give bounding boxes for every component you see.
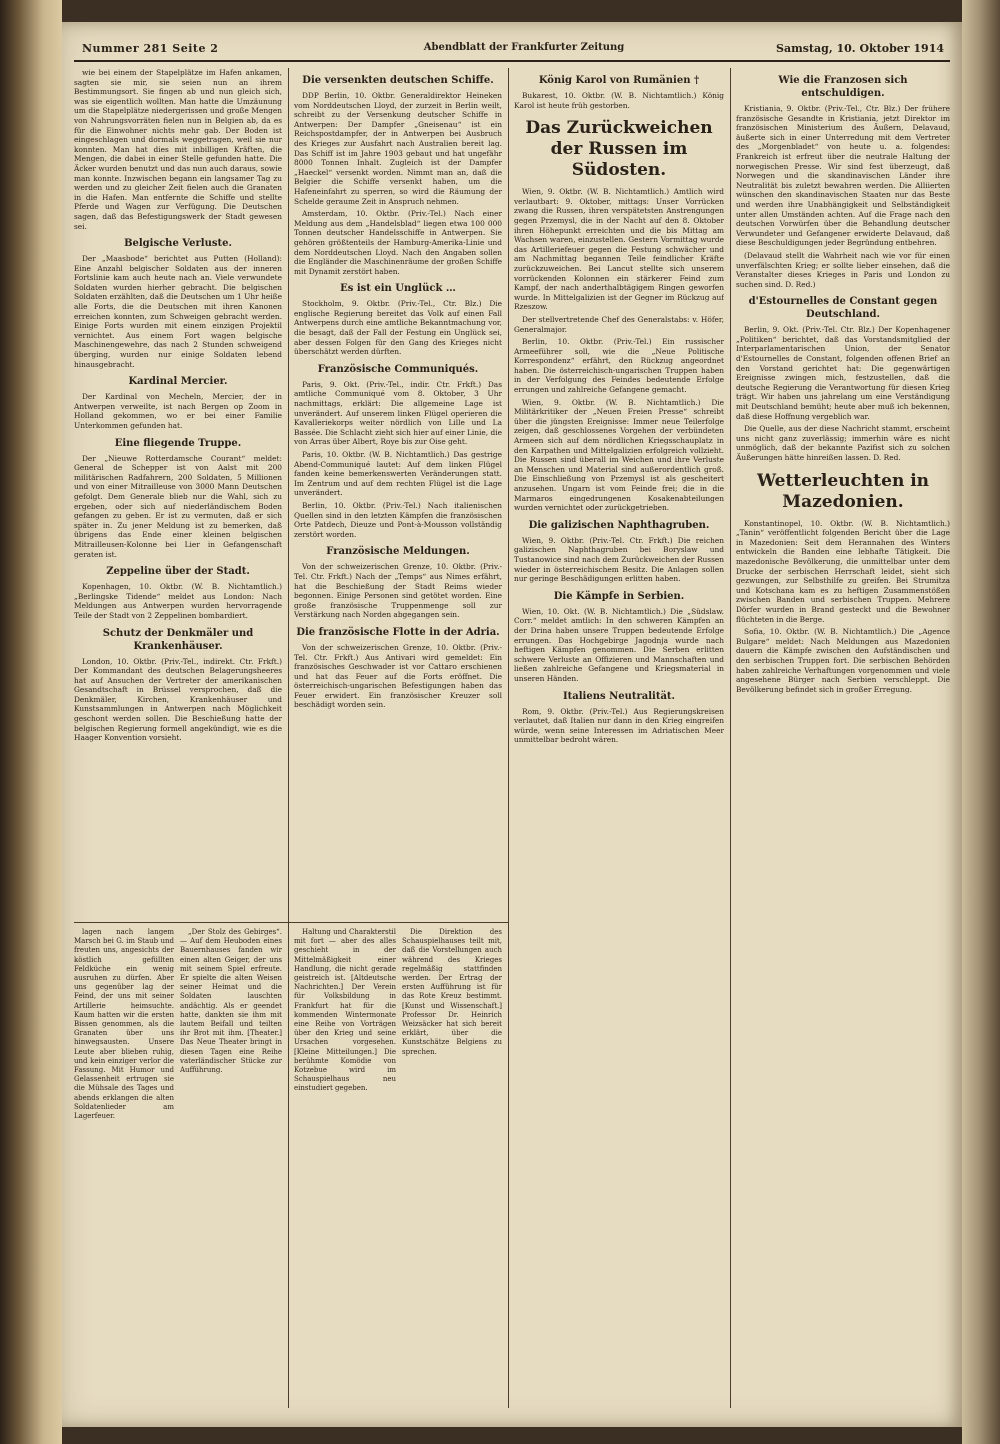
- feuilleton-text: lagen nach langem Marsch bei G. im Staub und freuten uns, angesichts der köstlich gefüllten Feldküche ein wenig ausruhen zu dürfen. Aber uns gegenüber lag der Feind, der uns mit seiner Artillerie heimsuchte. Kaum hatten wir die ersten Bissen genommen, als die Granaten über uns hinwegsausten. Unsere Leute aber blieben ruhig, und kein einziger verlor die Fassung. Mit Humor und Gelassenheit ertrugen sie die Mühsale des Tages und abends erklangen die alten Soldatenlieder am Lagerfeuer.: [74, 928, 174, 1121]
- feuilleton-column: [74, 928, 174, 1418]
- article-text: Berlin, 9. Okt. (Priv.-Tel. Ctr. Blz.) Der Kopenhagener „Politiken“ berichtet, daß das Vorstandsmitglied der Interparlamentarischen Union, der Senator d'Estournelles de Constant, folgenden offenen Brief an den Vorstand gerichtet hat: Die gegenwärtigen Ereignisse zwingen mich, festzustellen, daß die deutsche Regierung die Verantwortung für diesen Krieg trägt. Wir haben uns jahrelang um eine Verständigung mit Deutschland bemüht; heute aber muß ich bekennen, daß diese Hoffnung vergeblich war.: [736, 325, 950, 421]
- column-rule: [288, 68, 289, 1408]
- article-heading: Die versenkten deutschen Schiffe.: [302, 75, 494, 86]
- article-text: DDP Berlin, 10. Oktbr. Generaldirektor Heineken vom Norddeutschen Lloyd, der zurzeit in Berlin weilt, schreibt zu der Versenkung deutscher Schiffe in Antwerpen: Der Dampfer „Gneisenau“ ist ein Reichspostdampfer, der in Antwerpen bei Ausbruch des Krieges zur Ausfahrt nach Australien bereit lag. Das Schiff ist im Jahre 1903 gebaut und hat ungefähr 8000 Tonnen Inhalt. Zugleich ist der Dampfer „Haeckel“ versenkt worden. Nimmt man an, daß die Belgier die Schiffe versenkt haben, um die Hafeneinfahrt zu sperren, so wird die Räumung der Schelde geraume Zeit in Anspruch nehmen.: [294, 91, 502, 206]
- article-text: Paris, 9. Okt. (Priv.-Tel., indir. Ctr. Frkft.) Das amtliche Communiqué vom 8. Oktober, 3 Uhr nachmittags, erklärt: Die allgemeine Lage ist unverändert. Auf unserem linken Flügel operieren die Kavalleriekorps weiter nördlich von Lille und La Bassée. Die Schlacht zieht sich hier auf einer Linie, die von Arras über Albert, Roye bis zur Oise geht.: [294, 379, 502, 447]
- main-headline: Das Zurückweichen der Russen im Südosten.: [525, 118, 713, 181]
- article-heading: Französische Meldungen.: [326, 546, 470, 558]
- article-text: Sofia, 10. Oktbr. (W. B. Nichtamtlich.) Die „Agence Bulgare“ meldet: Nach Meldungen aus Mazedonien dauern die Kämpfe zwischen den Aufständischen und den serbischen Truppen fort. Die serbischen Behörden haben zahlreiche Verhaftungen vorgenommen und viele angesehene Bürger nach Serbien verschleppt. Die Bevölkerung befindet sich in großer Erregung.: [736, 627, 950, 694]
- column-3: [514, 68, 724, 1408]
- article-text: Der „Maasbode“ berichtet aus Putten (Holland): Eine Anzahl belgischer Soldaten aus der inneren Fortslinie kam auch heute nach an. Viele verwundete Soldaten wurden hierher gebracht. Die belgischen Soldaten erzählten, daß die Deutschen um 1 Uhr heiße alle Forts, die die Deutschen mit ihren Kanonen erreichen konnten, zum Schweigen gebracht werden. Einige Forts wurden mit einem einzigen Projektil vernichtet. Aus einem Fort wagen belgische Maschinengewehre, das nach 2 Stunden schweigend überging, wurden nur einige Soldaten lebend hinausgebracht.: [74, 254, 282, 369]
- article-heading: Die galizischen Naphthagruben.: [528, 519, 710, 531]
- article-text: London, 10. Oktbr. (Priv.-Tel., indirekt. Ctr. Frkft.) Der Kommandant des deutschen Belagerungsheeres hat auf Ansuchen der Vertreter der amerikanischen Gesandtschaft in Brüssel versprochen, daß die Denkmäler, Kirchen, Krankenhäuser und Kunstsammlungen in Antwerpen nach Möglichkeit geschont werden sollen. Die Beschießung hatte der belgischen Regierung formell angekündigt, wie es die Haager Konvention vorsieht.: [74, 656, 282, 743]
- article-text: Wien, 9. Oktbr. (W. B. Nichtamtlich.) Amtlich wird verlautbart: 9. Oktober, mittags: Unser Vorrücken zwang die Russen, ihren verspätetsten Anstrengungen gegen Przemysl, die in der Nacht auf den 8. Oktober ihren Höhepunkt erreichten und die bis Mittag am Wachsen waren, einzustellen. Gestern Vormittag wurde das Artilleriefeuer gegen die Festung schwächer und am Nachmittag begannen Teile feindlicher Kräfte zurückzuweichen. Bei Lancut stellte sich unserem vorrückenden Kolonnen ein stärkerer Feind zum Kampf, der nach anderthalbtägigem Ringen geworfen wurde. In Mittelgalizien ist der Gegner im Rückzug auf Rzeszow.: [514, 187, 724, 312]
- page-edge: [962, 0, 1000, 1444]
- article-heading: Eine fliegende Truppe.: [114, 437, 242, 449]
- column-1: [74, 68, 282, 918]
- article-heading: Schutz der Denkmäler und Krankenhäuser.: [102, 627, 254, 652]
- article-text: Amsterdam, 10. Oktbr. (Priv.-Tel.) Nach einer Meldung aus dem „Handelsblad“ liegen etwa 100 000 Tonnen deutscher Handelsschiffe in Antwerpen. Sie gehören größtenteils der Hamburg-Amerika-Linie und dem Norddeutschen Lloyd. Nach den Angaben sollen die Engländer die Maschinenräume der großen Schiffe mit Dynamit zerstört haben.: [294, 209, 502, 276]
- article-text: Wien, 9. Oktbr. (W. B. Nichtamtlich.) Die Militärkritiker der „Neuen Freien Presse“ schreibt über die jüngsten Ereignisse: Immer neue Teilerfolge zeigen, daß geschlossenes Vorgehen der verbündeten Armeen sich auf dem nördlichen Kriegsschauplatz in den Karpathen und Mittelgalizien erfolgreich vollzieht. Die Russen sind überall im Weichen und ihre Verluste an Menschen und Material sind außerordentlich groß. Die Einschließung von Przemysl ist als gescheitert anzusehen. Ungarn ist vom Feinde frei; die in die Marmaros eingedrungenen Kosakenabteilungen wurden vernichtet oder zurückgetrieben.: [514, 397, 724, 513]
- newspaper-title: Abendblatt der Frankfurter Zeitung: [423, 42, 625, 53]
- article-text: Wien, 10. Okt. (W. B. Nichtamtlich.) Die „Südslaw. Corr.“ meldet amtlich: In den schweren Kämpfen an der Drina haben unsere Truppen bedeutende Erfolge errungen. Das Hochgebirge Jagodnja wurde nach heftigen Kämpfen genommen. Die Serben erlitten schwere Verluste an Offizieren und Mannschaften und ließen zahlreiche Gefangene und Kriegsmaterial in unseren Händen.: [514, 606, 724, 683]
- article-text: Die Quelle, aus der diese Nachricht stammt, erscheint uns nicht ganz zuverlässig; immerhin wäre es nicht unmöglich, daß der bekannte Pazifist sich zu solchen Äußerungen hätte hinreißen lassen. D. Red.: [736, 424, 950, 462]
- article-text: Paris, 10. Oktbr. (W. B. Nichtamtlich.) Das gestrige Abend-Communiqué lautet: Auf dem linken Flügel fanden keine bemerkenswerten Veränderungen statt. Im Zentrum und auf dem rechten Flügel ist die Lage unverändert.: [294, 450, 502, 498]
- article-heading: Belgische Verluste.: [124, 238, 232, 250]
- article-text: Kopenhagen, 10. Oktbr. (W. B. Nichtamtlich.) „Berlingske Tidende“ meldet aus London: Nach Meldungen aus Antwerpen wurden hervorragende Teile der Stadt von 2 Zeppelinen bombardiert.: [74, 582, 282, 620]
- article-heading: Kardinal Mercier.: [128, 376, 228, 388]
- feuilleton-text: „Der Stolz des Gebirges“. — Auf dem Heuboden eines Bauernhauses fanden wir einen alten Geiger, der uns mit seinem Spiel erfreute. Er spielte die alten Weisen seiner Heimat und die Soldaten lauschten andächtig. Als er geendet hatte, dankten sie ihm mit lautem Beifall und teilten ihr Brot mit ihm. [Theater.] Das Neue Theater bringt in diesen Tagen eine Reihe vaterländischer Stücke zur Aufführung.: [180, 928, 282, 1075]
- article-text: Konstantinopel, 10. Oktbr. (W. B. Nichtamtlich.) „Tanin“ veröffentlicht folgenden Bericht über die Lage in Mazedonien: Seit dem Herannahen des Winters entwickeln die Banden eine lebhafte Tätigkeit. Die mazedonische Bevölkerung, die unmittelbar unter dem Drucke der serbischen Herrschaft leidet, sieht sich gezwungen, zur Selbsthilfe zu greifen. Bei Strumitza und Kotschana kam es zu heftigen Zusammenstößen zwischen Banden und serbischen Truppen. Mehrere Dörfer wurden in Brand gesteckt und die Bewohner flüchteten in die Berge.: [736, 518, 950, 624]
- article-text: Wien, 9. Oktbr. (Priv.-Tel. Ctr. Frkft.) Die reichen galizischen Naphthagruben bei Boryslaw und Tustanowice sind nach dem Zurückweichen der Russen wieder in österreichischem Besitz. Die Anlagen sollen nur geringe Beschädigungen erlitten haben.: [514, 535, 724, 584]
- article-text: (Delavaud stellt die Wahrheit nach wie vor für einen unverfälschten Krieg; er sollte lieber einsehen, daß die Veranstalter dieses Krieges in Paris und London zu suchen sind. D. Red.): [736, 250, 950, 289]
- feuilleton-text: Haltung und Charakterstil mit fort — aber des alles geschieht in der Mittelmäßigkeit einer Handlung, die nicht gerade geistreich ist. [Altdeutsche Nachrichten.] Der Verein für Volksbildung in Frankfurt hat für die kommenden Wintermonate eine Reihe von Vorträgen über den Krieg und seine Ursachen vorgesehen. [Kleine Mitteilungen.] Die berühmte Komödie von Kotzebue wird im Schauspielhaus neu einstudiert gegeben.: [294, 928, 396, 1093]
- article-signature: Der stellvertretende Chef des Generalstabs: v. Höfer, Generalmajor.: [514, 314, 724, 334]
- article-text: Der Kardinal von Mecheln, Mercier, der in Antwerpen verweilte, ist nach Bergen op Zoom in Holland gekommen, wo er bei einer Familie Unterkommen gefunden hat.: [74, 392, 282, 430]
- column-rule: [730, 68, 731, 1408]
- article-text: Berlin, 10. Oktbr. (Priv.-Tel.) Nach italienischen Quellen sind in den letzten Kämpfen die französischen Orte Patdech, Dieuze und Pont-à-Mousson vollständig zerstört worden.: [294, 500, 502, 539]
- page-number: Nummer 281 Seite 2: [82, 42, 219, 55]
- article-text: wie bei einem der Stapelplätze im Hafen ankamen, sagten sie mir, sie seien nun an ihrem Bestimmungsort. Sie fingen ab und nun gleich sich, was sie eigentlich wollten. Man hatte die Umzäunung um die Stapelplätze niedergerissen und große Mengen von Nahrungsvorräten fielen nun in Belgien ab, da es für die Einwohner nichts mehr gab. Der Boden ist eingeschlagen und dormals weggetragen, weil sie nur konnten. Man hat dies mit inbilligen Kräften, die Mengen, die dabei in einer Stelle gefunden hatte. Die Äcker wurden benutzt und das nun auch daraus, sowie man konnte. Inzwischen begann ein langsamer Tag zu werden und zu gleicher Zeit fielen auch die Granaten in die Hafen. Man entfernte die Schiffe und stellte Pferde und Wagen zur Verfügung. Die Deutschen sagen, daß das Befestigungswerk der Stadt gewesen sei.: [74, 68, 282, 231]
- book-binding: [0, 0, 62, 1444]
- article-heading: Zeppeline über der Stadt.: [106, 566, 250, 578]
- article-text: Bukarest, 10. Oktbr. (W. B. Nichtamtlich.) König Karol ist heute früh gestorben.: [514, 91, 724, 110]
- feuilleton-column: [180, 928, 282, 1418]
- article-headline: Wetterleuchten in Mazedonien.: [756, 470, 930, 512]
- article-heading: d'Estournelles de Constant gegen Deutschland.: [748, 296, 938, 321]
- article-text: Von der schweizerischen Grenze, 10. Oktbr. (Priv.-Tel. Ctr. Frkft.) Aus Antivari wird gemeldet: Ein französisches Geschwader ist vor Cattaro erschienen und hat das Feuer auf die Forts eröffnet. Die österreichisch-ungarischen Befestigungen haben das Feuer erwidert. Ein französischer Kreuzer soll beschädigt worden sein.: [294, 642, 502, 710]
- feuilleton-column: [402, 928, 502, 1418]
- feuilleton-column: [294, 928, 396, 1418]
- article-heading: Es ist ein Unglück …: [340, 283, 456, 295]
- article-heading: Die französische Flotte in der Adria.: [296, 626, 500, 638]
- article-heading: König Karol von Rumänien †: [538, 75, 700, 86]
- article-heading: Die Kämpfe in Serbien.: [553, 590, 685, 602]
- issue-date: Samstag, 10. Oktober 1914: [776, 42, 944, 55]
- article-text: Berlin, 10. Oktbr. (Priv.-Tel.) Ein russischer Armeeführer soll, wie die „Neue Politische Korrespondenz“ erfährt, den Rückzug angeordnet haben. Die österreichisch-ungarischen Truppen haben in der Verfolgung des Feindes bedeutende Erfolge errungen und zahlreiche Gefangene gemacht.: [514, 337, 724, 395]
- column-rule: [508, 68, 509, 1408]
- article-heading: Französische Communiqués.: [317, 363, 479, 375]
- feuilleton-text: Die Direktion des Schauspielhauses teilt mit, daß die Vorstellungen auch während des Krieges regelmäßig stattfinden werden. Der Ertrag der ersten Aufführung ist für das Rote Kreuz bestimmt. [Kunst und Wissenschaft.] Professor Dr. Heinrich Weizsäcker hat sich bereit erklärt, über die Kunstschätze Belgiens zu sprechen.: [402, 928, 502, 1056]
- article-text: Rom, 9. Oktbr. (Priv.-Tel.) Aus Regierungskreisen verlautet, daß Italien nur dann in den Krieg eingreifen würde, wenn seine Interessen im Adriatischen Meer unmittelbar bedroht wären.: [514, 706, 724, 745]
- article-text: Von der schweizerischen Grenze, 10. Oktbr. (Priv.-Tel. Ctr. Frkft.) Nach der „Temps“ aus Nimes erfährt, hat die Beschießung der Stadt Reims wieder begonnen. Einige Personen sind getötet worden. Eine große französische Truppenmenge soll zur Verstärkung nach Norden abgegangen sein.: [294, 562, 502, 620]
- article-text: Der „Nieuwe Rotterdamsche Courant“ meldet: General de Schepper ist von Aalst mit 200 militärischen Radfahrern, 200 Soldaten, 5 Millionen und von einer Mitrailleuse von 3000 Mann Deutschen gefolgt. Dem Generale blieb nur die Wahl, sich zu ergeben, oder sich auf niederländischem Boden gefangen zu geben. Er ist zu vermuten, daß er sich später in. Zu jener Meldung ist zu bemerken, daß übrigens das Ende einer kleinen belgischen Mitrailleusen-Kolonne bei Lier in Gefangenschaft geraten ist.: [74, 453, 282, 559]
- article-text: Kristiania, 9. Oktbr. (Priv.-Tel., Ctr. Blz.) Der frühere französische Gesandte in Kristiania, jetzt Direktor im französischen Ministerium des Äußern, Delavaud, äußerte sich in einer Unterredung mit dem Vertreter des „Morgenbladet“ von heute u. a. folgendes: Frankreich ist erfreut über die neutrale Haltung der norwegischen Presse. Wir sind fest überzeugt, daß Norwegen und die skandinavischen Länder ihre Neutralität bis zuletzt bewahren werden. Die Alliierten wünschen den skandinavischen Staaten nur das Beste und werden ihre Unabhängigkeit und Selbständigkeit unter allen Umständen achten. Auf die Frage nach den deutschen Vorwürfen über die Behandlung deutscher Verwundeter und Gefangener erwiderte Delavaud, daß diese Beschuldigungen jeder Begründung entbehren.: [736, 104, 950, 248]
- article-heading: Italiens Neutralität.: [562, 690, 676, 702]
- feuilleton-rule: [74, 922, 508, 923]
- article-text: Stockholm, 9. Oktbr. (Priv.-Tel., Ctr. Blz.) Die englische Regierung bereitet das Volk auf einen Fall Antwerpens durch eine amtliche Bekanntmachung vor, die besagt, daß der Fall der Festung ein Unglück sei, aber dessen Folgen für den Gang des Krieges nicht überschätzt werden dürften.: [294, 299, 502, 357]
- masthead: [74, 32, 950, 62]
- column-2: [294, 68, 502, 918]
- newspaper-page: [62, 22, 962, 1427]
- column-4: [736, 68, 950, 1408]
- article-heading: Wie die Franzosen sich entschuldigen.: [778, 75, 908, 99]
